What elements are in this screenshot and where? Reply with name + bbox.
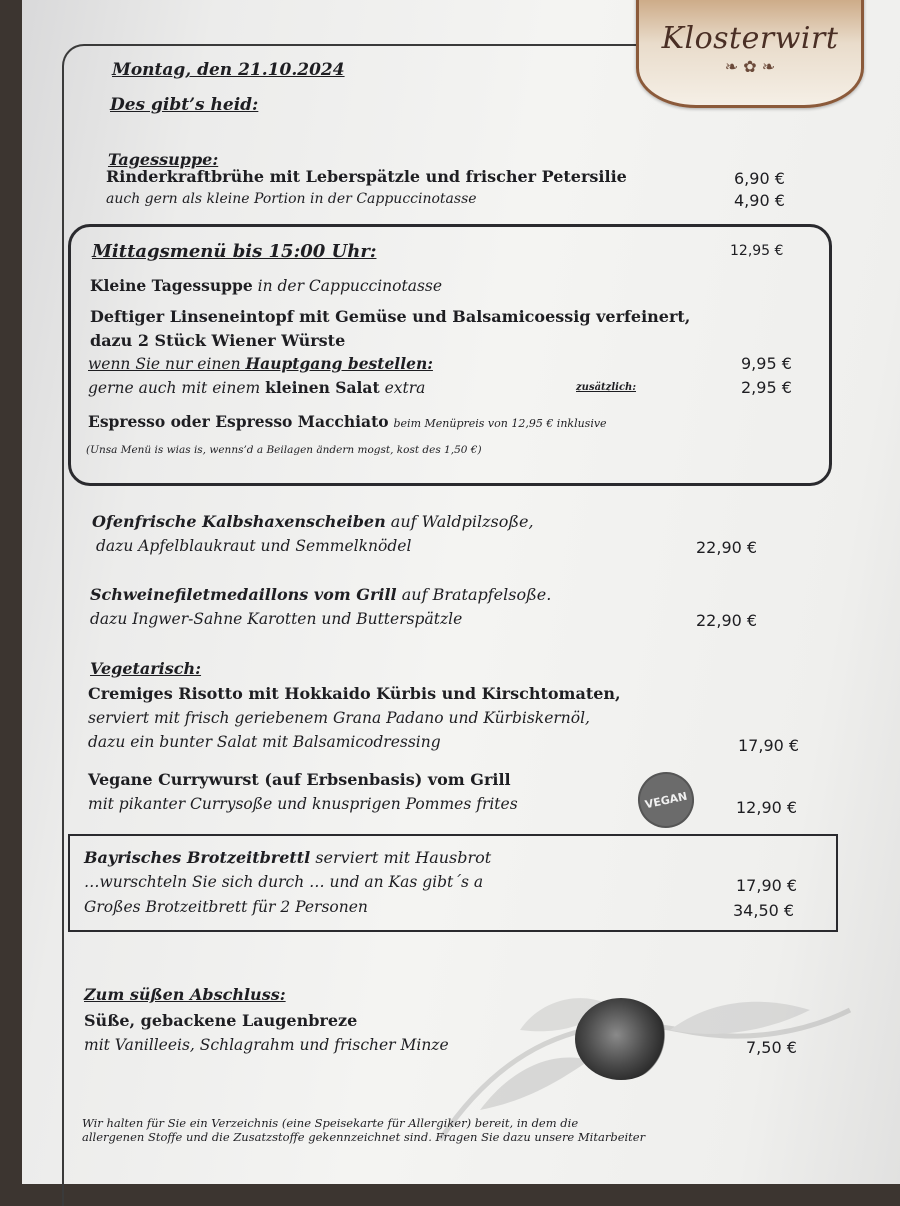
risotto-price: 17,90 € bbox=[738, 736, 800, 755]
soup-price: 6,90 € bbox=[734, 169, 785, 188]
lunch-only-main-pre: wenn Sie nur einen bbox=[88, 355, 246, 373]
lunch-salad-post: extra bbox=[379, 379, 426, 397]
logo-ornament: ❧ ✿ ❧ bbox=[724, 57, 776, 76]
brotzeit-line2: …wurschteln Sie sich durch … und an Kas gibt´s a bbox=[84, 873, 484, 891]
soup-heading: Tagessuppe: bbox=[108, 150, 219, 169]
klosterwirt-logo bbox=[636, 0, 864, 108]
dessert-heading: Zum süßen Abschluss: bbox=[84, 985, 286, 1004]
brotzeit-price2: 34,50 € bbox=[733, 901, 795, 920]
pretzel-image bbox=[575, 998, 667, 1080]
dish-1-title bbox=[92, 512, 534, 531]
lunch-salad bbox=[88, 378, 425, 397]
dish-1-name: Ofenfrische Kalbshaxenscheiben bbox=[92, 512, 386, 531]
lunch-only-main-bold: Hauptgang bestellen: bbox=[245, 354, 433, 373]
curry-line1: Vegane Currywurst (auf Erbsenbasis) vom Grill bbox=[88, 770, 511, 789]
menu-date: Montag, den 21.10.2024 bbox=[112, 60, 345, 80]
soup-small-price: 4,90 € bbox=[734, 191, 785, 210]
dish-1-price: 22,90 € bbox=[696, 538, 758, 557]
dish-2-name: Schweinefiletmedaillons vom Grill bbox=[90, 585, 397, 604]
lunch-only-main bbox=[88, 354, 433, 373]
brotzeit-rest: serviert mit Hausbrot bbox=[310, 848, 492, 867]
dish-1-rest: auf Waldpilzsoße, bbox=[385, 512, 534, 531]
allergen-note-line1: Wir halten für Sie ein Verzeichnis (eine Speisekarte für Allergiker) bereit, in dem die bbox=[82, 1116, 579, 1130]
vegetarian-heading: Vegetarisch: bbox=[90, 659, 202, 678]
lunch-starter-bold: Kleine Tagessuppe bbox=[90, 276, 253, 295]
allergen-note-line2: allergenen Stoffe und die Zusatzstoffe gekennzeichnet sind. Fragen Sie dazu unsere Mitarbeiter bbox=[82, 1130, 646, 1144]
risotto-line2: serviert mit frisch geriebenem Grana Padano und Kürbiskernöl, bbox=[88, 709, 590, 727]
curry-price: 12,90 € bbox=[736, 798, 798, 817]
dessert-line1: Süße, gebackene Laugenbreze bbox=[84, 1011, 358, 1030]
lunch-only-main-price: 9,95 € bbox=[741, 354, 792, 373]
lunch-dialect-note: (Unsa Menü is wias is, wenns’d a Beilagen ändern mogst, kost des 1,50 €) bbox=[86, 444, 482, 456]
brotzeit-name: Bayrisches Brotzeitbrettl bbox=[84, 848, 311, 867]
dish-2-line2: dazu Ingwer-Sahne Karotten und Butterspätzle bbox=[90, 610, 463, 628]
soup-name: Rinderkraftbrühe mit Leberspätzle und frischer Petersilie bbox=[106, 167, 627, 186]
dish-1-line2: dazu Apfelblaukraut und Semmelknödel bbox=[96, 537, 412, 555]
dessert-price: 7,50 € bbox=[746, 1038, 797, 1057]
dish-2-price: 22,90 € bbox=[696, 611, 758, 630]
risotto-line1: Cremiges Risotto mit Hokkaido Kürbis und Kirschtomaten, bbox=[88, 684, 621, 703]
soup-small-note: auch gern als kleine Portion in der Cappuccinotasse bbox=[106, 191, 477, 207]
brotzeit-line3: Großes Brotzeitbrett für 2 Personen bbox=[84, 898, 368, 916]
lunch-espresso bbox=[88, 412, 607, 431]
lunch-salad-tag: zusätzlich: bbox=[576, 382, 637, 393]
vegan-badge-icon: VEGAN bbox=[633, 767, 699, 833]
dessert-line2: mit Vanilleeis, Schlagrahm und frischer Minze bbox=[84, 1036, 449, 1054]
lunch-salad-bold: kleinen Salat bbox=[265, 378, 380, 397]
lunch-salad-pre: gerne auch mit einem bbox=[88, 379, 266, 397]
lunch-espresso-note: beim Menüpreis von 12,95 € inklusive bbox=[393, 417, 607, 430]
brotzeit-title bbox=[84, 848, 491, 867]
menu-tagline: Des gibt’s heid: bbox=[110, 95, 259, 115]
brotzeit-price: 17,90 € bbox=[736, 876, 798, 895]
risotto-line3: dazu ein bunter Salat mit Balsamicodressing bbox=[88, 733, 441, 751]
lunch-heading: Mittagsmenü bis 15:00 Uhr: bbox=[92, 241, 377, 262]
lunch-price: 12,95 € bbox=[730, 243, 784, 259]
dish-2-title bbox=[90, 585, 551, 604]
lunch-salad-price: 2,95 € bbox=[741, 378, 792, 397]
lunch-espresso-label: Espresso oder Espresso Macchiato bbox=[88, 412, 389, 431]
lunch-main-line1: Deftiger Linseneintopf mit Gemüse und Balsamicoessig verfeinert, bbox=[90, 307, 691, 326]
lunch-main-line2: dazu 2 Stück Wiener Würste bbox=[90, 331, 346, 350]
lunch-starter bbox=[90, 276, 442, 295]
logo-name: Klosterwirt bbox=[661, 21, 839, 56]
dish-2-rest: auf Bratapfelsoße. bbox=[396, 585, 552, 604]
curry-line2: mit pikanter Currysoße und knusprigen Pommes frites bbox=[88, 795, 518, 813]
lunch-starter-rest: in der Cappuccinotasse bbox=[252, 277, 443, 295]
